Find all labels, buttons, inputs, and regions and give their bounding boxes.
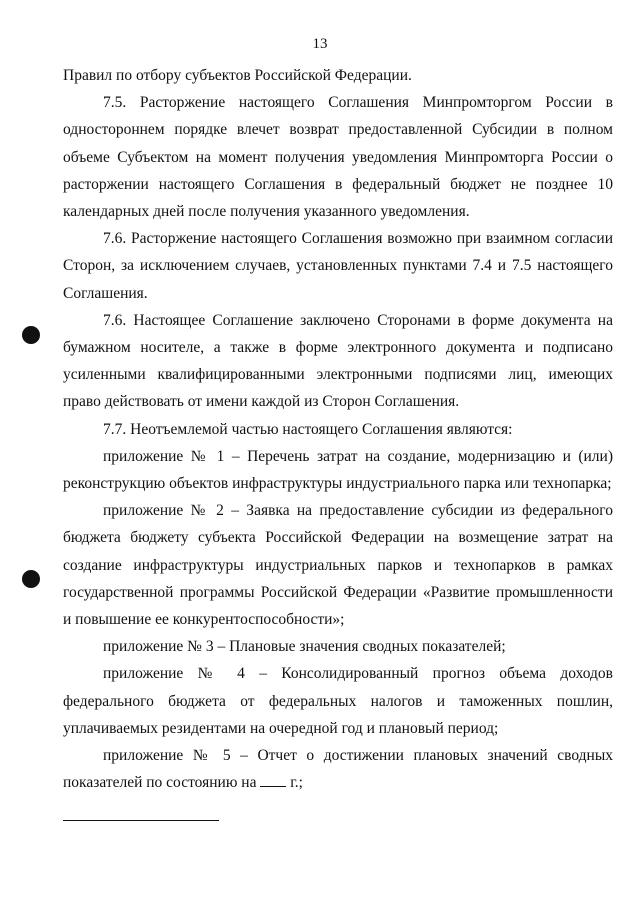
paragraph-7-6-form: 7.6. Настоящее Соглашение заключено Сторонами в форме документа на бумажном носителе, а также в форме электронного документа и подписано усиленными квалифицированными электронными подписями лиц, имеющих право действовать от имени каждой из Сторон Соглашения. (63, 311, 613, 411)
paragraph-rules-continuation: Правил по отбору субъектов Российской Федерации. (63, 67, 412, 84)
paragraph-7-5: 7.5. Расторжение настоящего Соглашения Минпромторгом России в одностороннем порядке влечет возврат предоставленной Субсидии в полном объеме Субъектом на момент получения уведомления Минпромторга России о расторжении настоящего Соглашения в федеральный бюджет не позднее 10 календарных дней после получения указанного уведомления. (63, 94, 613, 221)
punch-hole-top (22, 326, 40, 344)
paragraph-7-6-termination: 7.6. Расторжение настоящего Соглашения возможно при взаимном согласии Сторон, за исключением случаев, установленных пунктами 7.4 и 7.5 настоящего Соглашения. (63, 230, 613, 302)
date-blank-line (260, 772, 286, 787)
document-body (63, 62, 613, 796)
appendix-3-item: приложение № 3 – Плановые значения сводных показателей; (103, 638, 506, 656)
page-number: 13 (312, 36, 328, 52)
footnote-separator (63, 820, 219, 821)
appendix-5-item (63, 742, 613, 796)
appendix-5-text: приложение № 5 – Отчет о достижении плановых значений сводных показателей по состоянию на (63, 747, 613, 792)
punch-hole-bottom (22, 570, 40, 588)
appendix-4-item: приложение № 4 – Консолидированный прогноз объема доходов федерального бюджета от федеральных налогов и таможенных пошлин, уплачиваемых резидентами на очередной год и плановый период; (63, 665, 613, 737)
paragraph-7-7: 7.7. Неотъемлемой частью настоящего Соглашения являются: (103, 420, 513, 438)
appendix-1-item: приложение № 1 – Перечень затрат на создание, модернизацию и (или) реконструкцию объектов инфраструктуры индустриального парка или технопарка; (63, 447, 613, 493)
appendix-2-item: приложение № 2 – Заявка на предоставление субсидии из федерального бюджета бюджету субъекта Российской Федерации на возмещение затрат на создание инфраструктуры индустриальных парков и технопарков в рамках государственной программы Российской Федерации «Развитие промышленности и повышение ее конкурентоспособности»; (63, 502, 613, 629)
appendix-5-suffix: г.; (286, 774, 303, 792)
